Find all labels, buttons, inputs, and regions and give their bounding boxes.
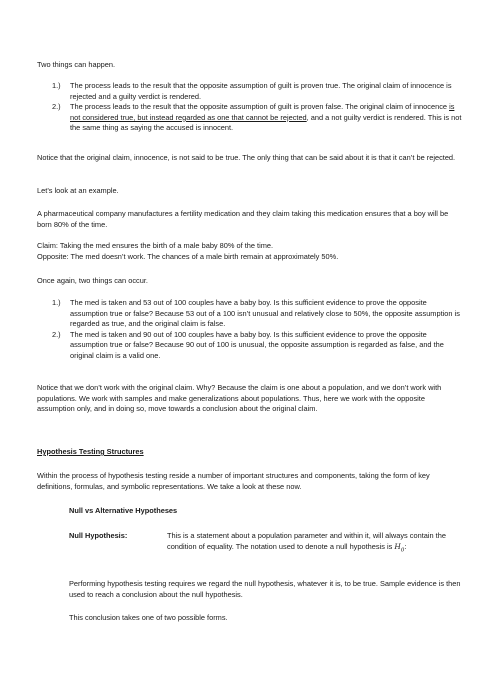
intro-text: Two things can happen.	[37, 60, 116, 69]
list-text-pre: The process leads to the result that the opposite assumption of guilt is proven false. The original claim of innocence	[70, 102, 450, 112]
section-intro: Within the process of hypothesis testing reside a number of important structures and components, taking the form of key definitions, formulas, and symbolic representations. We take a look at these now.	[37, 471, 430, 491]
claim-line: Claim: Taking the med ensures the birth of a male baby 80% of the time.	[37, 241, 274, 250]
outcomes-list-2	[52, 298, 462, 362]
notice-paragraph-2: Notice that we don’t work with the original claim. Why? Because the claim is one about a population, and we don’t work with populations. We work with samples and make generalizations about populations. Thus, here we work with the opposite assumption only, and in doing so, move towards a conclusion about the original claim.	[37, 383, 442, 414]
list-number: 2.)	[52, 329, 61, 339]
null-symbol-base: H	[394, 541, 401, 551]
section-heading: Hypothesis Testing Structures	[37, 447, 144, 456]
again-text: Once again, two things can occur.	[37, 276, 148, 285]
pharma-paragraph: A pharmaceutical company manufactures a fertility medication and they claim taking this medication ensures that a boy will be born 80% of the time.	[37, 209, 449, 229]
subheading: Null vs Alternative Hypotheses	[69, 506, 178, 515]
list-text: The med is taken and 90 out of 100 couples have a baby boy. Is this sufficient evidence to prove the opposite assumption true or false? Because 90 out of 100 is unusual, the opposite assumption is regarded as false, and the original claim is a valid one.	[70, 329, 444, 360]
conclusion-line: This conclusion takes one of two possible forms.	[69, 613, 228, 622]
outcomes-list-1	[52, 81, 462, 134]
example-intro: Let’s look at an example.	[37, 186, 119, 195]
list-number: 2.)	[52, 102, 61, 112]
null-hypothesis-definition	[69, 531, 464, 556]
list-item	[52, 298, 462, 330]
list-text: The process leads to the result that the opposite assumption of guilt is proven true. The original claim of innocence is rejected and a guilty verdict is rendered.	[70, 81, 452, 101]
list-text-post: , and a not guilty verdict is rendered. This is not the same thing as saying the accused is innocent.	[70, 112, 462, 133]
list-text	[70, 102, 462, 134]
list-number: 1.)	[52, 81, 61, 90]
null-hypothesis-text	[167, 531, 464, 556]
definition-text: This is a statement about a population parameter and within it, will always contain the condition of equality. The notation used to denote a null hypothesis is	[167, 531, 446, 551]
performing-paragraph: Performing hypothesis testing requires we regard the null hypothesis, whatever it is, to be true. Sample evidence is then used to reach a conclusion about the null hypothesis.	[69, 579, 461, 599]
opposite-line: Opposite: The med doesn’t work. The chances of a male birth remain at approximately 50%.	[37, 252, 339, 261]
null-symbol	[394, 541, 407, 554]
definition-end: :	[404, 541, 407, 551]
null-hypothesis-label: Null Hypothesis:	[69, 531, 128, 540]
underlined-phrase: is not considered true, but instead regarded as one that cannot be rejected	[70, 102, 455, 122]
list-item	[52, 102, 462, 134]
notice-paragraph-1: Notice that the original claim, innocence, is not said to be true. The only thing that can be said about it is that it can’t be rejected.	[37, 153, 456, 162]
null-symbol-subscript: 0	[400, 547, 405, 554]
list-item	[52, 81, 462, 102]
list-text: The med is taken and 53 out of 100 couples have a baby boy. Is this sufficient evidence to prove the opposite assumption true or false? Because 53 out of a 100 isn’t unusual and relatively close to 50%, the opposite assumption is regarded as true, and the original claim is false.	[70, 298, 460, 329]
list-number: 1.)	[52, 298, 61, 307]
list-item	[52, 330, 462, 362]
